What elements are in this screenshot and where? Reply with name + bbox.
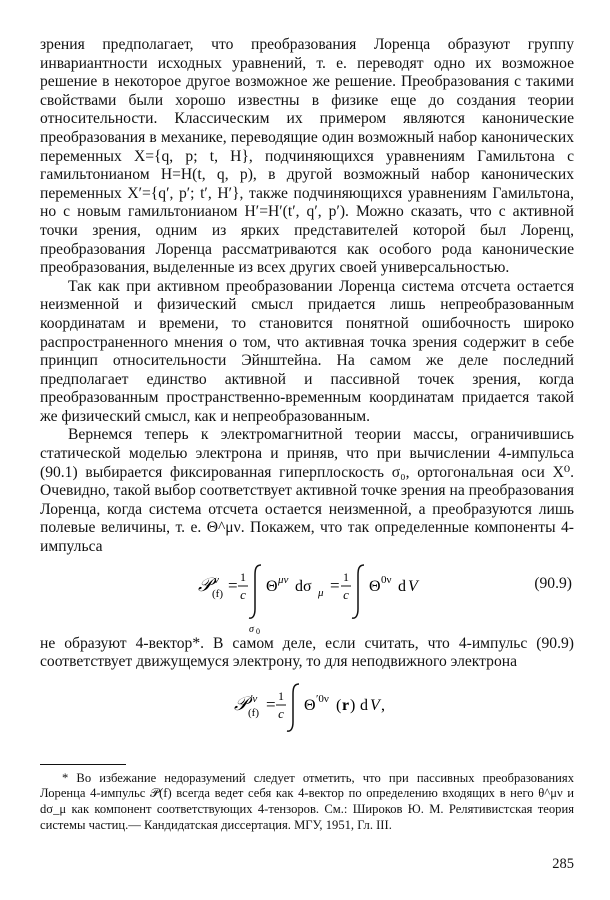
paragraph-3: Вернемся теперь к электромагнитной теории массы, ограничившись статической моделью электрона и приняв, что при вычислении 4-импульса (90.1) выбирается фиксированная гиперплоскость σ₀, ортогональная оси X⁰. Очевидно, такой выбор соответствует активной точке зрения на преобразования Лоренца, когда система отсчета остается неизменной, а преобразуются лишь полевые величины, т. е. Θ^μν. Покажем, что так определенные компоненты 4-импульса — [40, 426, 574, 556]
eq2-d: d — [360, 696, 368, 714]
eq1-frac-num-2: 1 — [343, 569, 349, 584]
eq2-theta-sup: ′0ν — [316, 692, 329, 705]
eq1-measure: dσ — [295, 577, 312, 595]
eq2-sup: ′ν — [250, 692, 258, 705]
page-body — [40, 36, 574, 833]
svg-text:=: = — [330, 575, 340, 595]
eq1-sup: ν — [214, 573, 219, 586]
eq2-frac-num: 1 — [278, 688, 284, 703]
eq1-frac-den: c — [240, 586, 246, 602]
eq1-d: d — [398, 577, 406, 595]
eq2-v: V — [370, 696, 380, 714]
eq2-frac-den: c — [278, 705, 284, 721]
equation-rest-frame — [40, 672, 574, 734]
eq1-frac-num: 1 — [240, 569, 246, 584]
eq1-theta-sup: μν — [278, 573, 289, 586]
eq1-theta-2: Θ — [369, 577, 381, 595]
eq1-int-sub-sub: 0 — [256, 626, 260, 635]
eq2-r: r — [342, 696, 350, 714]
eq1-v: V — [408, 577, 418, 595]
eq1-theta: Θ — [266, 577, 278, 595]
svg-text:(: ( — [336, 696, 342, 714]
svg-text:=: = — [266, 694, 276, 714]
eq2-tail: , — [381, 696, 385, 714]
eq1-frac-den-2: c — [343, 586, 349, 602]
paragraph-4: не образуют 4-вектор*. В самом деле, если считать, что 4-импульс (90.9) соответствует движущемуся электрону, то для неподвижного электрона — [40, 634, 574, 671]
eq1-sub: (f) — [212, 587, 223, 600]
eq1-theta2-sup: 0ν — [381, 573, 392, 586]
footnote-rule — [40, 764, 126, 765]
paragraph-2: Так как при активном преобразовании Лоренца система отсчета остается неизменной и физический смысл придается лишь непреобразованным координатам и времени, то становится понятной ошибочность широко распространенного мнения о том, что активная точка зрения содержит в себе принцип относительности Эйнштейна. На самом же деле последний предполагает единство активной и пассивной точек зрения, когда преобразованным пространственно-временным координатам придается такой же физический смысл, как и непреобразованным. — [40, 277, 574, 425]
equation-90-9 — [40, 557, 574, 635]
paragraph-1: зрения предполагает, что преобразования Лоренца образуют группу инвариантности исходных уравнений, т. е. переводят одно их возможное решение в некоторое другое возможное же решение. Преобразования с такими свойствами были хорошо известны в физике еще до создания теории относительности. Классическим их примером являются канонические преобразования в механике, переводящие один возможный набор канонических переменных X={q, p; t, H}, подчиняющихся уравнениям Гамильтона с гамильтонианом H=H(t, q, p), в другой возможный набор канонических переменных X′={q′, p′; t′, H′}, также подчиняющихся уравнениям Гамильтона, но с новым гамильтонианом H′=H′(t′, q′, p′). Можно сказать, что с активной точки зрения, одним из ярких представителей которой был Лоренц, преобразования Лоренца рассматриваются как особого рода канонические преобразования, выделенные из всех других своей универсальностью. — [40, 36, 574, 277]
eq1-lhs: 𝒫 — [198, 574, 212, 596]
eq2-lhs: 𝒫 — [234, 693, 248, 715]
eq1-int-sub: σ — [249, 623, 254, 635]
page-number: 285 — [552, 856, 574, 872]
svg-text:): ) — [350, 696, 356, 714]
svg-text:=: = — [228, 575, 238, 595]
eq2-theta: Θ — [304, 696, 316, 714]
eq1-measure-sub: μ — [318, 586, 324, 599]
equation-number: (90.9) — [534, 574, 572, 592]
footnote: * Во избежание недоразумений следует отметить, что при пассивных преобразованиях Лоренца 4-импульс 𝒫(f) всегда ведет себя как 4-вектор по определению входящих в него θ^μν и dσ_μ как компонент соответствующих 4-тензоров. См.: Широков Ю. М. Релятивистская теория системы частиц.— Кандидатская диссертация. МГУ, 1951, Гл. III. — [40, 770, 574, 832]
eq2-sub: (f) — [248, 706, 259, 719]
